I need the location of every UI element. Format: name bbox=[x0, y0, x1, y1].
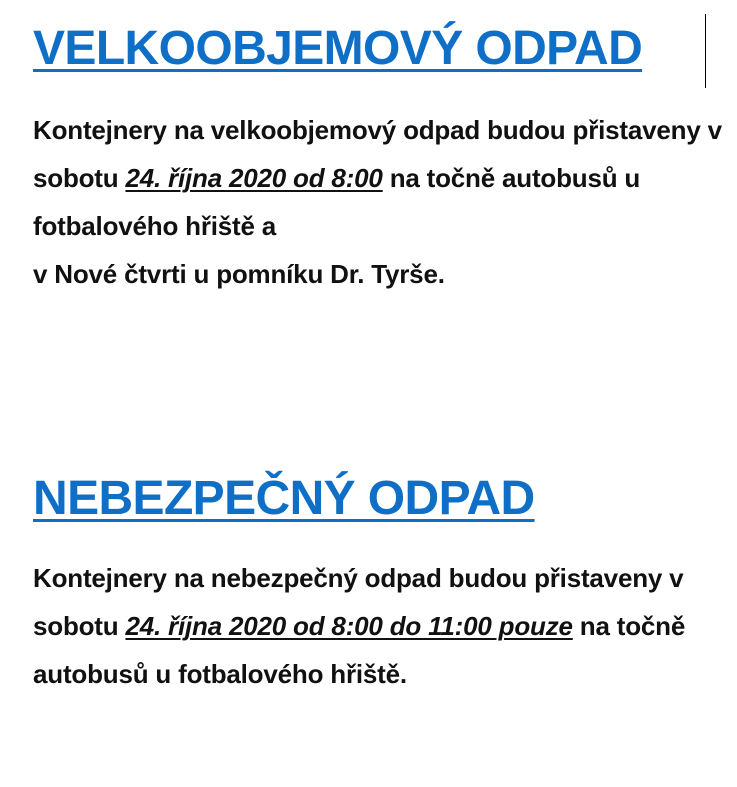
paragraph-hazardous-waste bbox=[33, 554, 723, 698]
paragraph-text: v Nové čtvrti u pomníku Dr. Tyrše. bbox=[33, 259, 445, 289]
heading-bulky-waste: VELKOOBJEMOVÝ ODPAD bbox=[33, 22, 643, 75]
paragraph-text: na točně autobusů u fotbalového hřiště a bbox=[33, 163, 641, 241]
paragraph-text: Kontejnery na nebezpečný odpad budou přistaveny v sobotu bbox=[33, 563, 684, 641]
paragraph-text: Kontejnery na velkoobjemový odpad budou přistaveny v sobotu bbox=[33, 115, 722, 193]
text-cursor bbox=[705, 14, 706, 88]
date-time-text: 24. října 2020 od 8:00 do 11:00 pouze bbox=[125, 611, 573, 641]
paragraph-bulky-waste bbox=[33, 106, 723, 298]
date-time-text: 24. října 2020 od 8:00 bbox=[125, 163, 383, 193]
paragraph-text: na točně autobusů u fotbalového hřiště. bbox=[33, 611, 686, 689]
heading-hazardous-waste: NEBEZPEČNÝ ODPAD bbox=[33, 472, 535, 525]
